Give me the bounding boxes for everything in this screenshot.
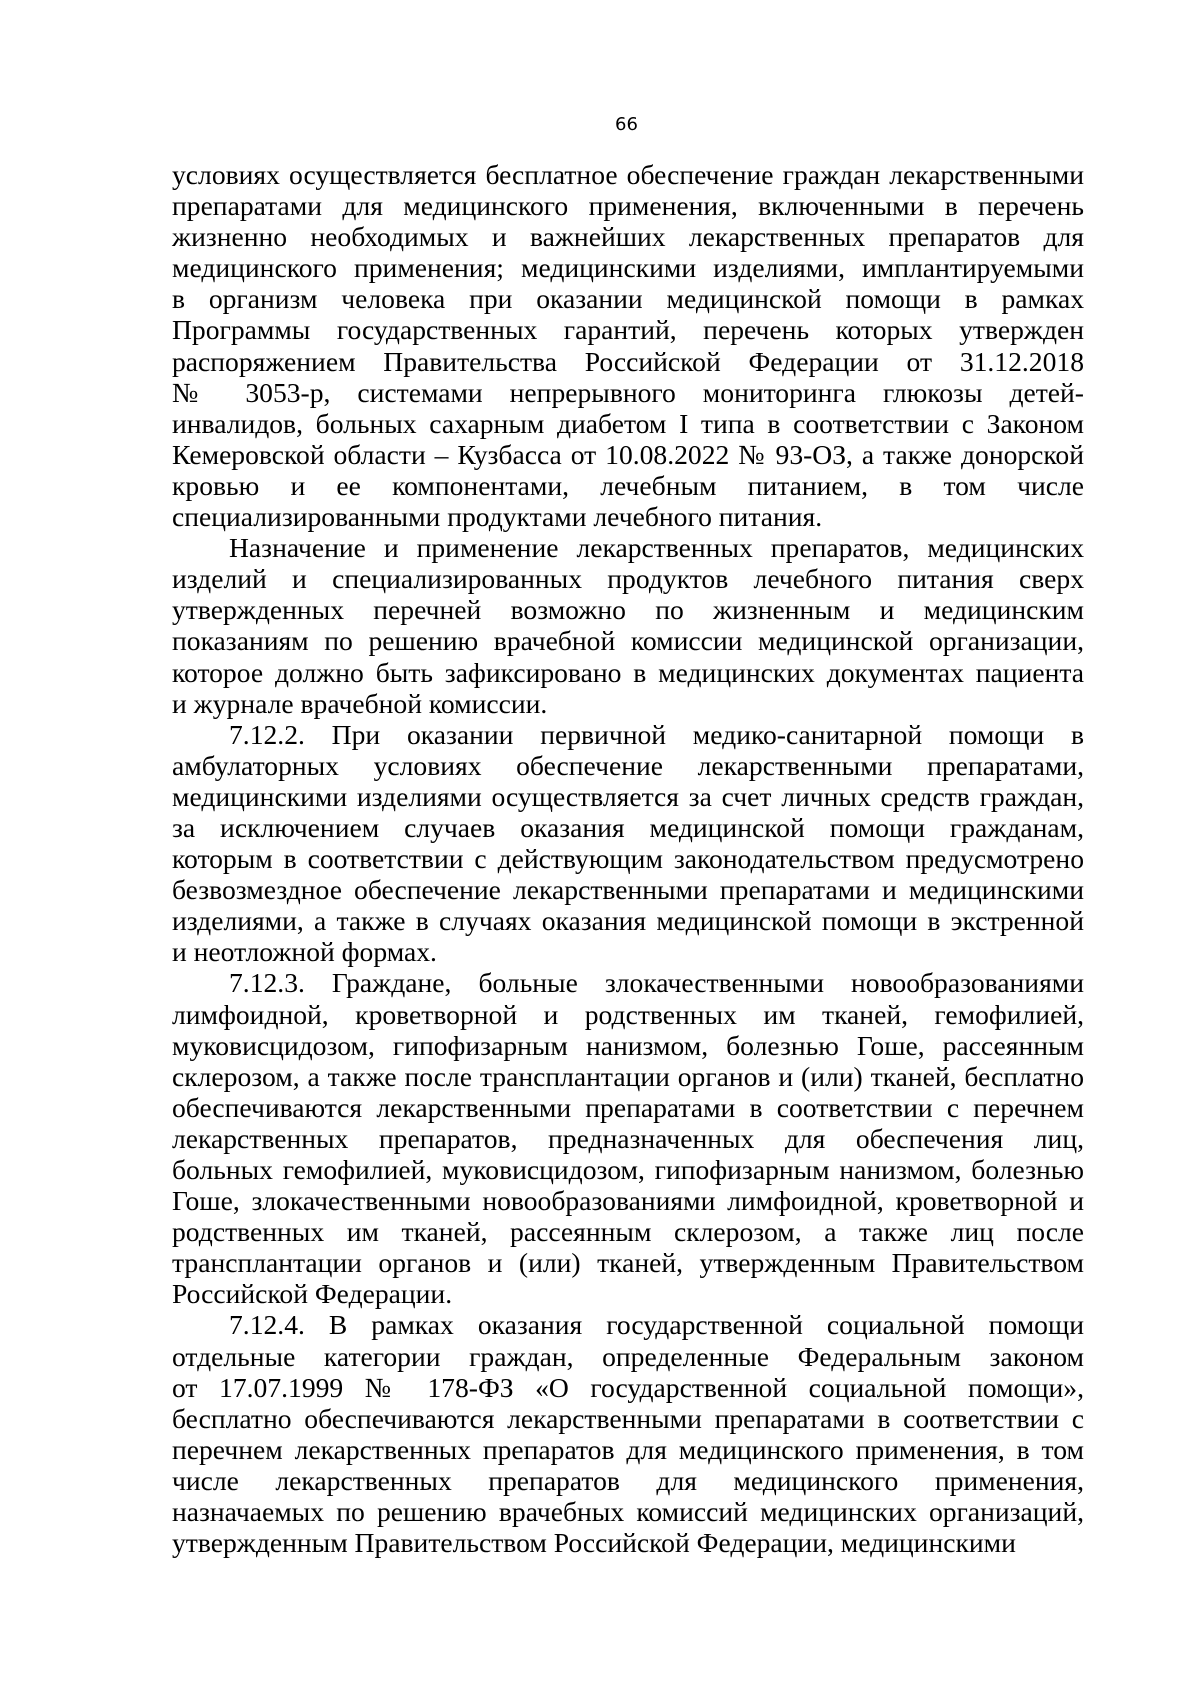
text-line: медицинскими изделиями осуществляется за счет личных средств граждан, [172,780,1084,812]
text-line: показаниям по решению врачебной комиссии медицинской организации, [172,625,1084,657]
page-number: 66 [615,114,638,135]
text-line: и журнале врачебной комиссии. [172,687,548,719]
text-line: Гоше, злокачественными новообразованиями лимфоидной, кроветворной и [172,1185,1084,1217]
document-body [172,159,1084,1558]
text-line: № 3053-р, системами непрерывного мониторинга глюкозы детей- [172,376,1084,408]
text-line: инвалидов, больных сахарным диабетом I типа в соответствии с Законом [172,407,1084,439]
text-line: от 17.07.1999 № 178-ФЗ «О государственной социальной помощи», [172,1371,1084,1403]
text-line: кровью и ее компонентами, лечебным питанием, в том числе [172,469,1084,501]
text-line: перечнем лекарственных препаратов для медицинского применения, в том [172,1433,1084,1465]
text-line: и неотложной формах. [172,936,437,968]
text-line: муковисцидозом, гипофизарным нанизмом, болезнью Гоше, рассеянным [172,1029,1084,1061]
text-line: лекарственных препаратов, предназначенных для обеспечения лиц, [172,1122,1084,1154]
text-line: лимфоидной, кроветворной и родственных им тканей, гемофилией, [172,998,1084,1030]
text-line: бесплатно обеспечиваются лекарственными препаратами в соответствии с [172,1402,1084,1434]
text-line: утвержденных перечней возможно по жизненным и медицинским [172,594,1084,626]
text-line: назначаемых по решению врачебных комиссий медицинских организаций, [172,1496,1084,1528]
text-line: склерозом, а также после трансплантации органов и (или) тканей, бесплатно [172,1060,1084,1092]
text-line: изделий и специализированных продуктов лечебного питания сверх [172,563,1084,595]
text-line: числе лекарственных препаратов для медицинского применения, [172,1464,1084,1496]
text-line: 7.12.4. В рамках оказания государственной социальной помощи [229,1309,1084,1341]
text-line: в организм человека при оказании медицинской помощи в рамках [172,283,1084,315]
text-line: 7.12.3. Граждане, больные злокачественными новообразованиями [229,967,1084,999]
text-line: безвозмездное обеспечение лекарственными препаратами и медицинскими [172,874,1084,906]
text-line: больных гемофилией, муковисцидозом, гипофизарным нанизмом, болезнью [172,1154,1084,1185]
text-line: амбулаторных условиях обеспечение лекарственными препаратами, [172,749,1084,781]
text-line: Российской Федерации. [172,1278,453,1310]
text-line: жизненно необходимых и важнейших лекарственных препаратов для [172,221,1084,253]
text-line: которое должно быть зафиксировано в медицинских документах пациента [172,656,1084,688]
text-line: распоряжением Правительства Российской Федерации от 31.12.2018 [172,345,1084,377]
paragraph-item-7-12-2 [172,719,1084,968]
text-line: Кемеровской области – Кузбасса от 10.08.2022 № 93-ОЗ, а также донорской [172,438,1084,470]
text-line: Программы государственных гарантий, перечень которых утвержден [172,314,1084,346]
paragraph-prescription [172,532,1084,719]
text-line: отдельные категории граждан, определенные Федеральным законом [172,1340,1084,1372]
text-line: условиях осуществляется бесплатное обеспечение граждан лекарственными [172,159,1084,190]
text-line: медицинского применения; медицинскими изделиями, имплантируемыми [172,252,1084,284]
text-line: обеспечиваются лекарственными препаратами в соответствии с перечнем [172,1091,1084,1123]
text-line: специализированными продуктами лечебного питания. [172,501,823,533]
paragraph-item-7-12-4 [172,1309,1084,1558]
text-line: утвержденным Правительством Российской Федерации, медицинскими [172,1527,1016,1559]
text-line: за исключением случаев оказания медицинской помощи гражданам, [172,811,1084,843]
text-line: родственных им тканей, рассеянным склерозом, а также лиц после [172,1216,1084,1248]
text-line: трансплантации органов и (или) тканей, утвержденным Правительством [172,1247,1084,1279]
text-line: Назначение и применение лекарственных препаратов, медицинских [229,532,1084,564]
text-line: изделиями, а также в случаях оказания медицинской помощи в экстренной [172,905,1084,937]
paragraph-continuation [172,159,1084,532]
text-line: препаратами для медицинского применения, включенными в перечень [172,190,1084,222]
paragraph-item-7-12-3 [172,967,1084,1309]
text-line: которым в соответствии с действующим законодательством предусмотрено [172,843,1084,875]
text-line: 7.12.2. При оказании первичной медико-санитарной помощи в [229,718,1084,750]
